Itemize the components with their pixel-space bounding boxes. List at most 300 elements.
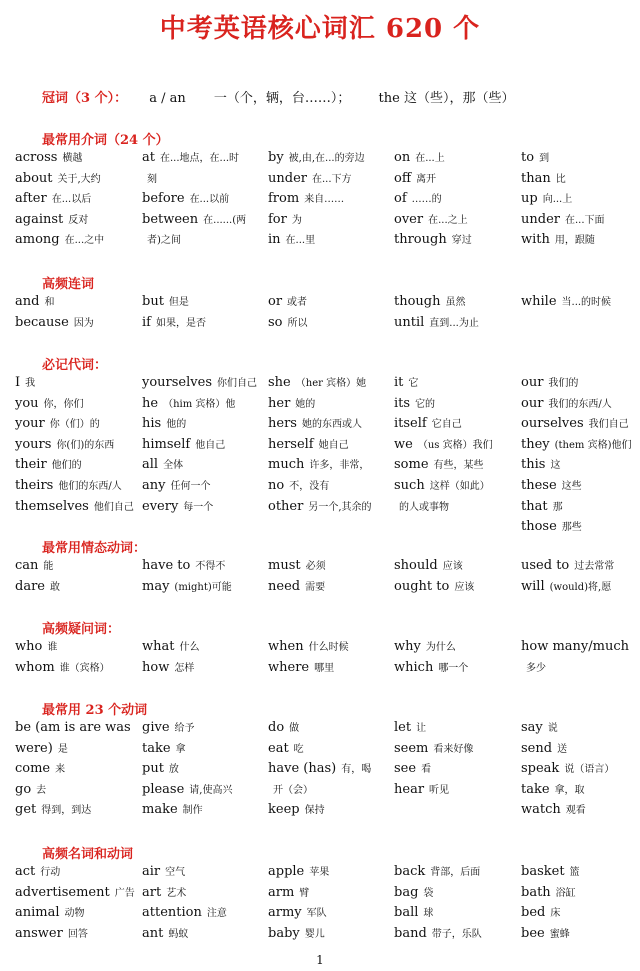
chinese-meaning: 篮 xyxy=(569,867,580,878)
english-word: bed xyxy=(521,905,546,921)
word-entry xyxy=(142,211,246,229)
word-entry xyxy=(268,211,302,229)
word-entry xyxy=(15,578,60,596)
section-heading: 高频疑问词： xyxy=(42,622,121,637)
word-entry xyxy=(142,884,186,902)
word-entry xyxy=(268,904,327,922)
chinese-meaning: 不，没有 xyxy=(289,481,330,492)
english-word: on xyxy=(394,150,411,165)
chinese-meaning: 敢 xyxy=(49,581,60,593)
chinese-meaning: 我们自己 xyxy=(588,419,629,431)
word-entry xyxy=(394,293,466,311)
chinese-meaning: 苹果 xyxy=(309,867,330,878)
chinese-meaning: 许多，非常， xyxy=(309,460,370,472)
word-entry xyxy=(268,719,299,737)
english-word: from xyxy=(268,191,300,207)
english-word: act xyxy=(15,864,36,879)
english-word: her xyxy=(268,395,291,411)
word-entry xyxy=(521,231,595,249)
chinese-meaning: 球 xyxy=(423,908,434,920)
english-word: take xyxy=(142,740,171,756)
english-word: that xyxy=(521,498,548,514)
english-word: take xyxy=(521,781,550,797)
word-entry xyxy=(394,149,445,167)
word-entry xyxy=(142,477,210,495)
word-entry xyxy=(268,578,325,596)
english-word: herself xyxy=(268,436,314,452)
word-entry xyxy=(268,395,315,413)
article-line xyxy=(42,87,538,106)
english-word: or xyxy=(268,294,283,309)
english-word: let xyxy=(394,720,412,735)
english-word: air xyxy=(142,864,161,879)
chinese-meaning: 这些 xyxy=(561,481,582,492)
word-entry xyxy=(394,170,436,188)
english-word: get xyxy=(15,802,37,818)
word-entry xyxy=(15,925,88,943)
word-entry xyxy=(521,498,563,516)
chinese-meaning: 吃 xyxy=(293,743,304,755)
chinese-meaning: 哪里 xyxy=(314,662,335,674)
chinese-meaning: 得到，到达 xyxy=(41,805,92,817)
word-entry xyxy=(521,638,634,656)
chinese-meaning: 我们的东西/人 xyxy=(548,398,612,410)
word-entry xyxy=(15,659,110,677)
chinese-meaning: 她的东西或人 xyxy=(301,419,362,431)
english-word: art xyxy=(142,884,162,900)
english-word: see xyxy=(394,761,417,777)
english-word: themselves xyxy=(15,498,89,514)
word-entry xyxy=(142,659,194,677)
word-entry xyxy=(268,231,315,249)
chinese-meaning: 拿，取 xyxy=(554,784,585,796)
english-word: in xyxy=(268,232,281,248)
english-word: how xyxy=(142,659,170,675)
word-entry xyxy=(15,904,85,922)
section-heading: 高频连词 xyxy=(42,277,95,292)
chinese-meaning: 听见 xyxy=(429,784,450,796)
chinese-meaning: 任何一个 xyxy=(170,481,211,492)
english-word: arm xyxy=(268,884,295,900)
word-entry xyxy=(268,374,366,392)
word-entry xyxy=(521,518,582,536)
word-entry xyxy=(15,801,91,819)
chinese-meaning: 动物 xyxy=(64,908,85,920)
english-word: he xyxy=(142,395,159,411)
word-entry xyxy=(268,740,304,758)
english-word: ant xyxy=(142,925,164,941)
chinese-meaning: 到 xyxy=(539,153,550,164)
word-entry xyxy=(394,456,484,474)
word-entry xyxy=(268,557,326,575)
english-word: so xyxy=(268,314,283,330)
chinese-meaning: 回答 xyxy=(67,928,88,940)
english-word: they xyxy=(521,436,550,452)
chinese-meaning: 和 xyxy=(44,297,55,308)
chinese-meaning: 说 xyxy=(547,723,558,734)
english-word: ourselves xyxy=(521,416,584,432)
english-word: across xyxy=(15,150,58,165)
word-entry xyxy=(521,781,585,799)
word-entry xyxy=(394,557,463,575)
word-entry xyxy=(521,925,570,943)
word-entry xyxy=(15,456,82,474)
chinese-meaning: 在...之中 xyxy=(64,235,105,247)
section-heading: 最常用情态动词： xyxy=(42,541,147,556)
english-word: under xyxy=(521,211,560,227)
word-entry xyxy=(142,149,239,167)
english-word: may xyxy=(142,578,170,594)
chinese-meaning: 用，跟随 xyxy=(554,235,595,247)
english-word: were) xyxy=(15,740,53,756)
word-entry xyxy=(394,578,474,596)
word-entry xyxy=(521,863,580,881)
english-word: apple xyxy=(268,864,305,879)
chinese-meaning: 或者 xyxy=(287,297,308,308)
word-entry xyxy=(394,904,433,922)
english-word: have (has) xyxy=(268,761,337,777)
word-entry xyxy=(394,638,456,656)
chinese-meaning: 在...地点，在...时 xyxy=(159,153,240,164)
word-entry xyxy=(268,477,329,495)
section-heading: 高频名词和动词 xyxy=(42,847,134,862)
chinese-meaning: 我 xyxy=(25,378,36,389)
english-word: our xyxy=(521,375,544,390)
article-label: 冠词（3 个）： xyxy=(42,91,128,106)
english-word: among xyxy=(15,232,60,248)
word-entry xyxy=(142,557,225,575)
english-word: of xyxy=(394,191,407,207)
english-word: will xyxy=(521,578,545,594)
word-entry xyxy=(521,760,614,778)
word-entry xyxy=(521,211,605,229)
chinese-meaning: 穿过 xyxy=(451,235,472,247)
chinese-meaning: 请,使高兴 xyxy=(189,784,233,796)
english-word: who xyxy=(15,639,43,654)
english-word: himself xyxy=(142,436,191,452)
word-entry xyxy=(142,395,235,413)
page-title: 中考英语核心词汇 620 个 xyxy=(159,14,481,44)
english-word: up xyxy=(521,191,538,207)
word-entry xyxy=(394,190,442,208)
english-word: army xyxy=(268,905,302,921)
english-word: must xyxy=(268,558,301,573)
english-word: it xyxy=(394,375,404,390)
english-word: between xyxy=(142,211,199,227)
word-entry xyxy=(15,760,65,778)
chinese-meaning: 在...以前 xyxy=(189,194,230,206)
word-entry xyxy=(394,436,493,454)
word-entry xyxy=(521,557,614,575)
word-entry xyxy=(521,740,567,758)
chinese-meaning: 谁（宾格） xyxy=(59,662,110,674)
chinese-meaning: 能 xyxy=(43,561,54,572)
word-entry xyxy=(142,170,157,188)
chinese-meaning: 你（们）的 xyxy=(49,419,100,431)
chinese-meaning: 在......(两 xyxy=(203,214,247,226)
english-word: say xyxy=(521,720,543,735)
word-entry xyxy=(15,395,84,413)
english-word: by xyxy=(268,150,284,165)
word-entry xyxy=(142,415,186,433)
chinese-meaning: 因为 xyxy=(73,317,94,329)
word-entry xyxy=(521,415,629,433)
chinese-meaning: 让 xyxy=(416,723,427,734)
chinese-meaning: 需要 xyxy=(305,581,326,593)
word-entry xyxy=(394,415,462,433)
word-entry xyxy=(15,638,57,656)
english-word: whom xyxy=(15,659,55,675)
chinese-meaning: 应该 xyxy=(442,561,463,572)
word-entry xyxy=(142,925,188,943)
english-word: itself xyxy=(394,416,427,432)
chinese-meaning: 注意 xyxy=(206,908,227,920)
chinese-meaning: 他们的 xyxy=(51,460,82,472)
english-word: yourselves xyxy=(142,375,212,390)
english-word: what xyxy=(142,639,175,654)
section-heading: 必记代词： xyxy=(42,358,108,373)
chinese-meaning: 在...下方 xyxy=(311,173,352,185)
chinese-meaning: 有些，某些 xyxy=(433,460,484,472)
english-word: where xyxy=(268,659,310,675)
chinese-meaning: 浴缸 xyxy=(555,887,576,899)
english-word: band xyxy=(394,925,427,941)
page-number: 1 xyxy=(316,953,324,967)
word-entry xyxy=(521,374,578,392)
english-word: should xyxy=(394,558,438,573)
word-entry xyxy=(394,498,449,516)
english-word: under xyxy=(268,170,307,186)
word-entry xyxy=(15,498,134,516)
english-word: we xyxy=(394,436,413,452)
section-heading: 最常用 23 个动词 xyxy=(42,703,148,718)
english-word: all xyxy=(142,457,159,473)
english-word: because xyxy=(15,314,69,330)
chinese-meaning: 艺术 xyxy=(166,887,187,899)
english-word: than xyxy=(521,170,551,186)
english-word: seem xyxy=(394,740,429,756)
word-entry xyxy=(142,740,186,758)
chinese-meaning: 在...上 xyxy=(415,153,445,164)
english-word: through xyxy=(394,232,447,248)
chinese-meaning: 哪一个 xyxy=(438,662,469,674)
english-word: until xyxy=(394,314,425,330)
word-entry xyxy=(142,231,181,249)
word-entry xyxy=(15,719,136,737)
english-word: attention xyxy=(142,905,202,921)
chinese-meaning: 来 xyxy=(55,764,66,776)
word-entry xyxy=(394,740,473,758)
word-entry xyxy=(521,904,560,922)
word-entry xyxy=(394,211,468,229)
chinese-meaning: 床 xyxy=(550,908,561,920)
word-entry xyxy=(521,149,549,167)
english-word: but xyxy=(142,294,164,309)
chinese-meaning: 过去常常 xyxy=(574,561,615,572)
chinese-meaning: 当...的时候 xyxy=(561,297,612,308)
word-entry xyxy=(142,374,257,392)
chinese-meaning: 它 xyxy=(408,378,419,389)
english-word: while xyxy=(521,294,557,309)
chinese-meaning: 为 xyxy=(291,214,302,226)
english-word: I xyxy=(15,375,21,390)
chinese-meaning: 制作 xyxy=(182,805,203,817)
word-entry xyxy=(268,149,365,167)
word-entry xyxy=(15,314,94,332)
word-entry xyxy=(394,395,435,413)
section-heading: 最常用介词（24 个） xyxy=(42,133,169,148)
chinese-meaning: 在...下面 xyxy=(564,214,605,226)
word-entry xyxy=(521,170,566,188)
word-entry xyxy=(521,659,546,677)
word-entry xyxy=(394,884,433,902)
word-entry xyxy=(142,638,199,656)
english-word: every xyxy=(142,498,179,514)
chinese-meaning: 反对 xyxy=(68,214,89,226)
chinese-meaning: 你们自己 xyxy=(217,378,257,389)
word-entry xyxy=(521,456,560,474)
word-entry xyxy=(15,557,53,575)
english-word: you xyxy=(15,395,39,411)
english-word: to xyxy=(521,150,535,165)
chinese-meaning: 你(们)的东西 xyxy=(56,439,115,451)
article-item: 一（个，辆，台……）； xyxy=(213,91,351,106)
chinese-meaning: 这 xyxy=(550,460,561,472)
chinese-meaning: 袋 xyxy=(423,887,434,899)
chinese-meaning: 比 xyxy=(555,173,566,185)
english-word: bath xyxy=(521,884,551,900)
word-entry xyxy=(142,904,227,922)
english-word: basket xyxy=(521,864,565,879)
word-entry xyxy=(268,170,352,188)
word-entry xyxy=(15,781,46,799)
english-word: with xyxy=(521,232,550,248)
chinese-meaning: 行动 xyxy=(40,867,61,878)
english-word: any xyxy=(142,478,166,493)
chinese-meaning: 我们的 xyxy=(548,378,579,389)
english-word: baby xyxy=(268,925,300,941)
english-word: give xyxy=(142,720,170,735)
chinese-meaning: （her 宾格）她 xyxy=(295,378,367,389)
english-word: advertisement xyxy=(15,884,110,900)
chinese-meaning: 刻 xyxy=(147,173,157,185)
english-word: animal xyxy=(15,905,60,921)
word-entry xyxy=(268,190,344,208)
word-entry xyxy=(15,374,35,392)
english-word: she xyxy=(268,375,291,390)
chinese-meaning: 但是 xyxy=(168,297,189,308)
chinese-meaning: 什么 xyxy=(179,642,200,653)
chinese-meaning: 离开 xyxy=(416,173,437,185)
word-entry xyxy=(521,801,586,819)
english-word: for xyxy=(268,211,287,227)
word-entry xyxy=(521,884,576,902)
chinese-meaning: 什么时候 xyxy=(308,642,349,653)
chinese-meaning: 她自己 xyxy=(318,439,349,451)
word-entry xyxy=(142,314,206,332)
chinese-meaning: 应该 xyxy=(454,581,475,593)
word-entry xyxy=(142,436,225,454)
chinese-meaning: (them 宾格)他们 xyxy=(554,439,632,451)
english-word: ought to xyxy=(394,578,450,594)
chinese-meaning: 所以 xyxy=(287,317,308,329)
english-word: send xyxy=(521,740,553,756)
chinese-meaning: 做 xyxy=(289,723,300,734)
word-entry xyxy=(142,719,195,737)
english-word: its xyxy=(394,395,411,411)
word-entry xyxy=(142,190,229,208)
english-word: hers xyxy=(268,416,297,432)
chinese-meaning: (would)将,愿 xyxy=(549,581,612,593)
english-word: hear xyxy=(394,781,425,797)
english-word: come xyxy=(15,761,51,777)
chinese-meaning: 看来好像 xyxy=(433,743,474,755)
chinese-meaning: 蜜蜂 xyxy=(549,928,570,940)
english-word: how many/much xyxy=(521,639,629,654)
chinese-meaning: 的人或事物 xyxy=(399,501,449,513)
english-word: much xyxy=(268,457,305,473)
english-word: if xyxy=(142,314,151,330)
english-word: our xyxy=(521,395,544,411)
chinese-meaning: 那些 xyxy=(561,522,582,534)
english-word: why xyxy=(394,639,421,654)
chinese-meaning: 广告 xyxy=(114,887,135,899)
word-entry xyxy=(268,884,309,902)
word-entry xyxy=(268,293,307,311)
chinese-meaning: 那 xyxy=(552,501,563,513)
english-word: their xyxy=(15,457,47,473)
word-entry xyxy=(15,293,54,311)
chinese-meaning: 看 xyxy=(421,764,432,776)
word-entry xyxy=(142,456,183,474)
word-entry xyxy=(15,415,100,433)
chinese-meaning: 有，喝 xyxy=(341,764,372,776)
chinese-meaning: 是 xyxy=(57,743,68,755)
word-entry xyxy=(521,395,612,413)
english-word: over xyxy=(394,211,424,227)
word-entry xyxy=(521,293,611,311)
english-word: some xyxy=(394,457,429,473)
word-entry xyxy=(142,781,232,799)
english-word: ball xyxy=(394,905,419,921)
english-word: at xyxy=(142,150,155,165)
word-entry xyxy=(268,760,371,778)
chinese-meaning: 她的 xyxy=(295,398,316,410)
english-word: when xyxy=(268,639,304,654)
english-word: his xyxy=(142,416,162,432)
word-entry xyxy=(15,149,82,167)
word-entry xyxy=(142,863,185,881)
word-entry xyxy=(268,638,349,656)
word-entry xyxy=(268,415,362,433)
chinese-meaning: 臂 xyxy=(299,887,310,899)
chinese-meaning: 他们自己 xyxy=(93,501,134,513)
word-entry xyxy=(15,477,122,495)
chinese-meaning: 你，你们 xyxy=(43,398,84,410)
chinese-meaning: (might)可能 xyxy=(174,581,232,593)
word-entry xyxy=(394,760,431,778)
chinese-meaning: 直到...为止 xyxy=(429,317,479,329)
english-word: back xyxy=(394,864,426,879)
english-word: watch xyxy=(521,802,561,818)
word-entry xyxy=(268,314,308,332)
word-entry xyxy=(521,190,572,208)
word-entry xyxy=(394,231,472,249)
chinese-meaning: 蚂蚁 xyxy=(168,928,189,940)
chinese-meaning: 横越 xyxy=(62,153,83,164)
word-entry xyxy=(268,925,325,943)
word-entry xyxy=(394,659,468,677)
